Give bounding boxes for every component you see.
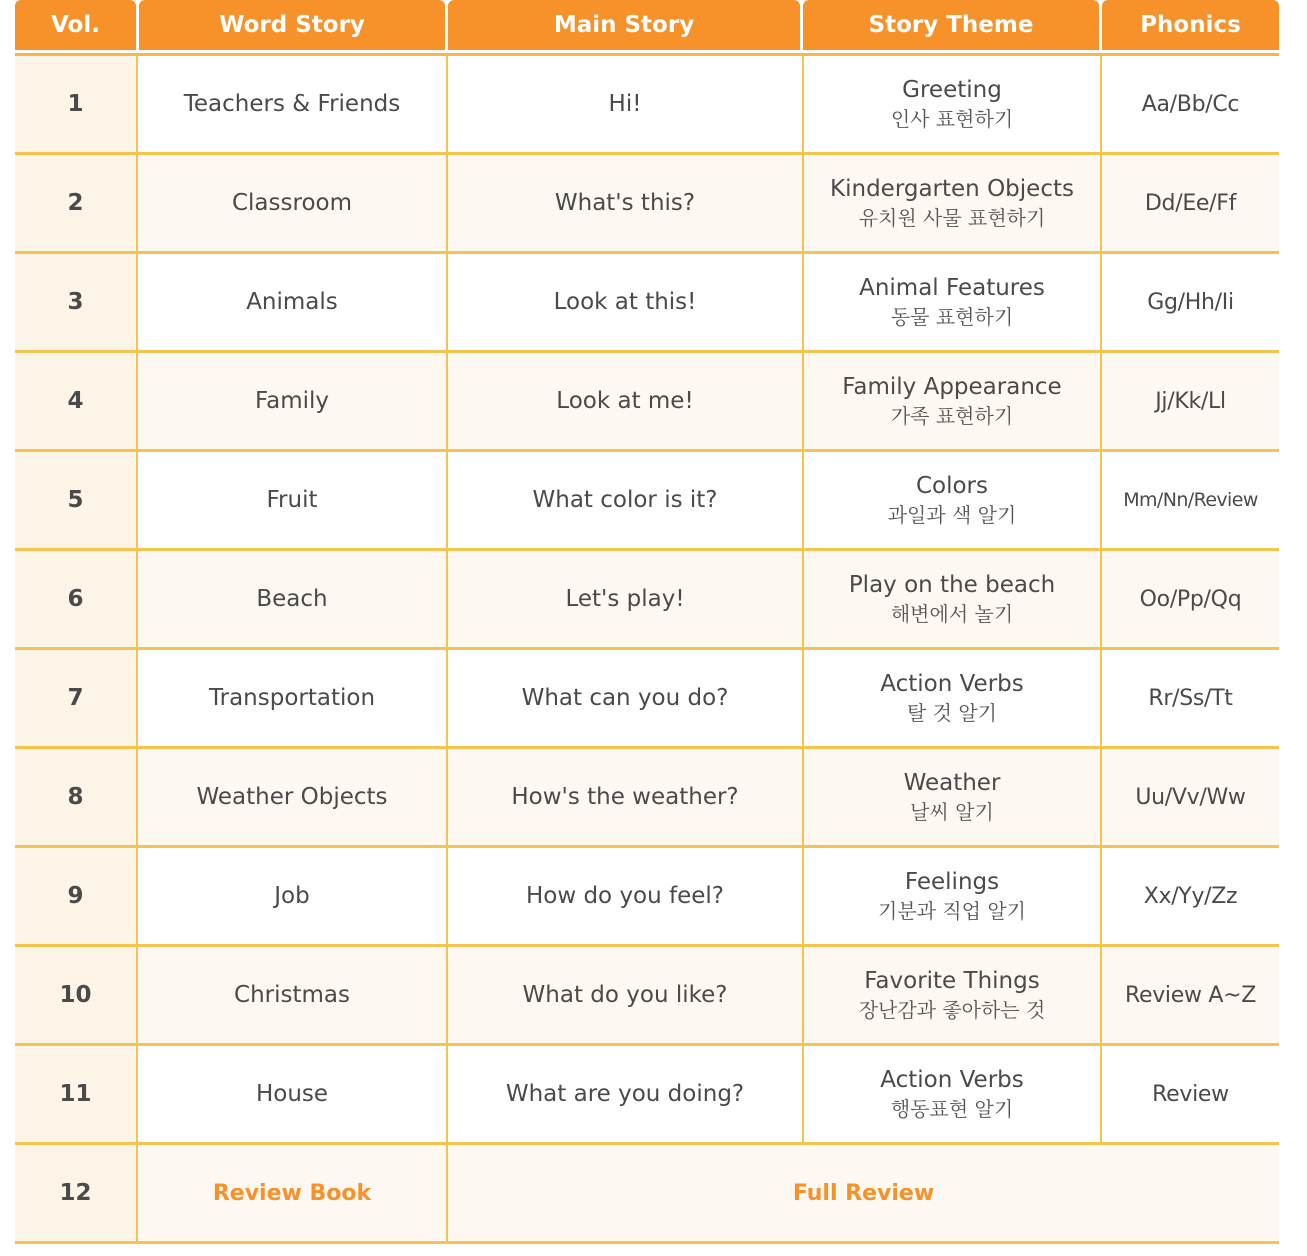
story-theme-cell bbox=[804, 254, 1102, 350]
story-theme-cell bbox=[804, 947, 1102, 1043]
header-vol: Vol. bbox=[15, 0, 136, 50]
theme-korean: 탈 것 알기 bbox=[907, 701, 997, 726]
header-story-theme: Story Theme bbox=[803, 0, 1099, 50]
phonics-cell: Uu/Vv/Ww bbox=[1135, 784, 1246, 810]
vol-cell: 5 bbox=[15, 452, 138, 548]
story-theme-cell bbox=[804, 848, 1102, 944]
theme-korean: 과일과 색 알기 bbox=[887, 503, 1017, 528]
table-row bbox=[15, 947, 1279, 1046]
story-theme-cell bbox=[804, 155, 1102, 251]
table-header bbox=[15, 0, 1279, 50]
table-row bbox=[15, 155, 1279, 254]
theme-english: Colors bbox=[915, 472, 989, 499]
table-row bbox=[15, 650, 1279, 749]
main-story-cell: What color is it? bbox=[448, 452, 804, 548]
main-story-cell: Let's play! bbox=[448, 551, 804, 647]
table-row bbox=[15, 749, 1279, 848]
table-row bbox=[15, 254, 1279, 353]
word-story-cell: Animals bbox=[138, 254, 448, 350]
table-row bbox=[15, 56, 1279, 155]
vol-cell: 2 bbox=[15, 155, 138, 251]
main-story-cell: What are you doing? bbox=[448, 1046, 804, 1142]
table-row bbox=[15, 551, 1279, 650]
theme-korean: 행동표현 알기 bbox=[890, 1097, 1014, 1122]
theme-korean: 가족 표현하기 bbox=[890, 404, 1014, 429]
word-story-cell: Christmas bbox=[138, 947, 448, 1043]
theme-korean: 기분과 직업 알기 bbox=[878, 899, 1026, 924]
table-row bbox=[15, 353, 1279, 452]
phonics-cell: Mm/Nn/Review bbox=[1123, 489, 1258, 511]
theme-korean: 장난감과 좋아하는 것 bbox=[858, 998, 1046, 1023]
story-theme-cell bbox=[804, 551, 1102, 647]
vol-cell: 1 bbox=[15, 56, 138, 152]
review-book-label: Review Book bbox=[138, 1145, 448, 1241]
table-body bbox=[15, 56, 1279, 1145]
vol-cell: 10 bbox=[15, 947, 138, 1043]
vol-cell: 4 bbox=[15, 353, 138, 449]
theme-english: Weather bbox=[903, 769, 1001, 796]
word-story-cell: Teachers & Friends bbox=[138, 56, 448, 152]
story-theme-cell bbox=[804, 452, 1102, 548]
story-theme-cell bbox=[804, 1046, 1102, 1142]
vol-cell: 8 bbox=[15, 749, 138, 845]
phonics-cell: Xx/Yy/Zz bbox=[1143, 883, 1238, 909]
theme-english: Action Verbs bbox=[880, 670, 1024, 697]
phonics-cell: Oo/Pp/Qq bbox=[1139, 586, 1242, 612]
vol-cell: 6 bbox=[15, 551, 138, 647]
theme-english: Greeting bbox=[902, 76, 1002, 103]
vol-cell: 7 bbox=[15, 650, 138, 746]
theme-korean: 날씨 알기 bbox=[910, 800, 994, 825]
vol-cell: 11 bbox=[15, 1046, 138, 1142]
theme-english: Feelings bbox=[904, 868, 1000, 895]
main-story-cell: Hi! bbox=[448, 56, 804, 152]
phonics-cell: Dd/Ee/Ff bbox=[1144, 190, 1237, 216]
header-main-story: Main Story bbox=[448, 0, 800, 50]
phonics-cell: Aa/Bb/Cc bbox=[1141, 91, 1240, 117]
curriculum-table bbox=[15, 0, 1279, 1244]
theme-english: Action Verbs bbox=[880, 1066, 1024, 1093]
theme-english: Favorite Things bbox=[864, 967, 1040, 994]
phonics-cell: Rr/Ss/Tt bbox=[1148, 685, 1233, 711]
header-word-story: Word Story bbox=[139, 0, 445, 50]
theme-english: Kindergarten Objects bbox=[830, 175, 1074, 202]
story-theme-cell bbox=[804, 650, 1102, 746]
main-story-cell: What do you like? bbox=[448, 947, 804, 1043]
word-story-cell: House bbox=[138, 1046, 448, 1142]
full-review-label: Full Review bbox=[792, 1180, 935, 1206]
vol-cell: 12 bbox=[15, 1145, 138, 1241]
word-story-cell: Family bbox=[138, 353, 448, 449]
story-theme-cell bbox=[804, 749, 1102, 845]
story-theme-cell bbox=[804, 353, 1102, 449]
story-theme-cell bbox=[804, 56, 1102, 152]
theme-english: Animal Features bbox=[859, 274, 1045, 301]
phonics-cell: Review A~Z bbox=[1124, 982, 1257, 1008]
phonics-cell: Review bbox=[1152, 1081, 1229, 1107]
theme-english: Play on the beach bbox=[848, 571, 1056, 598]
vol-cell: 3 bbox=[15, 254, 138, 350]
table-row bbox=[15, 848, 1279, 947]
word-story-cell: Transportation bbox=[138, 650, 448, 746]
table-row-review bbox=[15, 1145, 1279, 1244]
vol-cell: 9 bbox=[15, 848, 138, 944]
word-story-cell: Fruit bbox=[138, 452, 448, 548]
theme-korean: 해변에서 놀기 bbox=[890, 602, 1014, 627]
theme-korean: 인사 표현하기 bbox=[890, 107, 1014, 132]
theme-korean: 유치원 사물 표현하기 bbox=[858, 206, 1046, 231]
phonics-cell: Gg/Hh/Ii bbox=[1147, 289, 1234, 315]
table-row bbox=[15, 1046, 1279, 1145]
header-phonics: Phonics bbox=[1102, 0, 1279, 50]
word-story-cell: Job bbox=[138, 848, 448, 944]
main-story-cell: Look at me! bbox=[448, 353, 804, 449]
theme-english: Family Appearance bbox=[842, 373, 1062, 400]
main-story-cell: How's the weather? bbox=[448, 749, 804, 845]
theme-korean: 동물 표현하기 bbox=[890, 305, 1014, 330]
main-story-cell: What can you do? bbox=[448, 650, 804, 746]
phonics-cell: Jj/Kk/Ll bbox=[1155, 388, 1226, 414]
main-story-cell: Look at this! bbox=[448, 254, 804, 350]
table-row bbox=[15, 452, 1279, 551]
word-story-cell: Classroom bbox=[138, 155, 448, 251]
word-story-cell: Beach bbox=[138, 551, 448, 647]
main-story-cell: What's this? bbox=[448, 155, 804, 251]
word-story-cell: Weather Objects bbox=[138, 749, 448, 845]
main-story-cell: How do you feel? bbox=[448, 848, 804, 944]
